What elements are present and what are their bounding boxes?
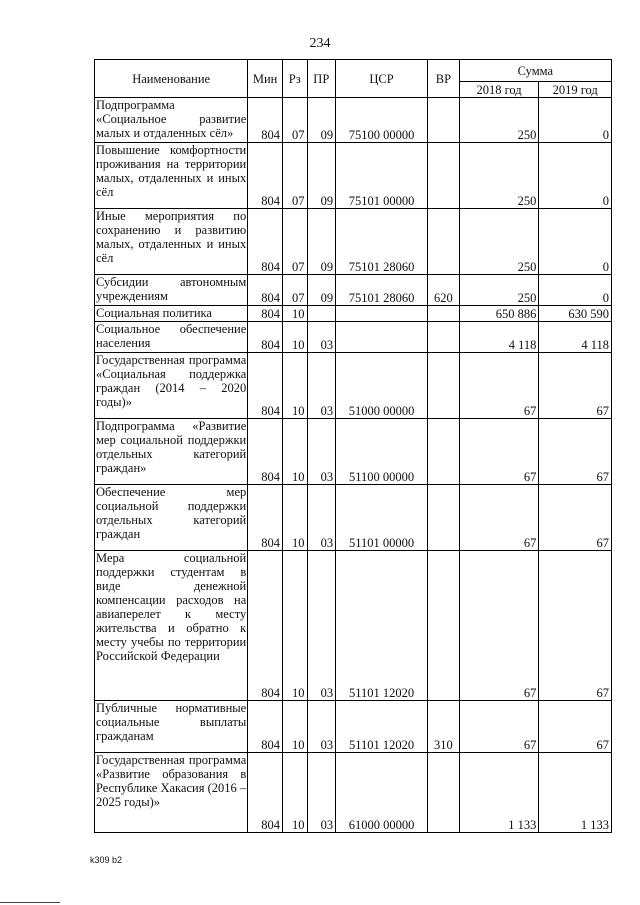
row-vr	[428, 419, 460, 485]
row-vr	[428, 143, 460, 209]
row-min: 804	[248, 322, 283, 353]
row-vr	[428, 753, 460, 833]
budget-table	[94, 59, 612, 833]
row-2019: 630 590	[539, 306, 612, 322]
row-pr: 09	[307, 143, 336, 209]
table-row	[95, 209, 612, 275]
row-pr: 03	[307, 353, 336, 419]
row-pr: 09	[307, 98, 336, 143]
row-2018: 1 133	[459, 753, 539, 833]
row-rz: 10	[282, 753, 307, 833]
row-csr: 61000 00000	[336, 753, 428, 833]
row-min: 804	[248, 753, 283, 833]
table-row	[95, 701, 612, 753]
row-2018: 67	[459, 353, 539, 419]
header-csr: ЦСР	[336, 60, 428, 98]
table-row	[95, 98, 612, 143]
row-2019: 67	[539, 485, 612, 551]
row-2018: 4 118	[459, 322, 539, 353]
row-pr: 03	[307, 322, 336, 353]
row-rz: 07	[282, 98, 307, 143]
row-2019: 67	[539, 701, 612, 753]
row-2018: 67	[459, 551, 539, 701]
row-2019: 4 118	[539, 322, 612, 353]
row-csr: 75101 28060	[336, 209, 428, 275]
row-pr	[307, 306, 336, 322]
row-min: 804	[248, 551, 283, 701]
row-csr: 51000 00000	[336, 353, 428, 419]
row-pr: 09	[307, 209, 336, 275]
row-name: Подпрограмма «Социальное развитие малых и отдаленных сёл»	[95, 98, 248, 143]
row-vr	[428, 551, 460, 701]
table-row	[95, 306, 612, 322]
row-2019: 67	[539, 551, 612, 701]
row-csr: 51100 00000	[336, 419, 428, 485]
row-min: 804	[248, 143, 283, 209]
row-min: 804	[248, 209, 283, 275]
row-2018: 67	[459, 701, 539, 753]
row-pr: 03	[307, 551, 336, 701]
row-2019: 1 133	[539, 753, 612, 833]
row-csr: 75101 28060	[336, 275, 428, 306]
row-csr: 51101 12020	[336, 551, 428, 701]
row-name: Государственная программа «Развитие образования в Республике Хакасия (2016 – 2025 годы)»	[95, 753, 248, 833]
row-min: 804	[248, 275, 283, 306]
row-min: 804	[248, 485, 283, 551]
row-2019: 67	[539, 353, 612, 419]
row-vr	[428, 322, 460, 353]
row-csr: 51101 12020	[336, 701, 428, 753]
page-number: 234	[309, 36, 331, 51]
table-row	[95, 143, 612, 209]
row-rz: 10	[282, 701, 307, 753]
header-rz: Рз	[282, 60, 307, 98]
row-rz: 10	[282, 322, 307, 353]
table-row	[95, 419, 612, 485]
row-pr: 03	[307, 485, 336, 551]
row-2019: 0	[539, 143, 612, 209]
row-2019: 0	[539, 275, 612, 306]
row-2018: 250	[459, 275, 539, 306]
row-csr	[336, 306, 428, 322]
row-csr	[336, 322, 428, 353]
row-vr	[428, 485, 460, 551]
header-vr: ВР	[428, 60, 460, 98]
row-name: Обеспечение мер социальной поддержки отдельных категорий граждан	[95, 485, 248, 551]
row-rz: 07	[282, 143, 307, 209]
row-2018: 650 886	[459, 306, 539, 322]
row-name: Публичные нормативные социальные выплаты гражданам	[95, 701, 248, 753]
header-min: Мин	[248, 60, 283, 98]
row-rz: 10	[282, 551, 307, 701]
row-2018: 250	[459, 98, 539, 143]
row-min: 804	[248, 98, 283, 143]
header-2019: 2019 год	[539, 82, 612, 98]
row-rz: 10	[282, 306, 307, 322]
row-2019: 0	[539, 209, 612, 275]
table-row	[95, 551, 612, 701]
row-csr: 51101 00000	[336, 485, 428, 551]
row-vr: 620	[428, 275, 460, 306]
table-row	[95, 275, 612, 306]
row-csr: 75101 00000	[336, 143, 428, 209]
row-name: Социальное обеспечение населения	[95, 322, 248, 353]
header-2018: 2018 год	[459, 82, 539, 98]
row-pr: 03	[307, 419, 336, 485]
row-pr: 09	[307, 275, 336, 306]
row-2019: 67	[539, 419, 612, 485]
row-min: 804	[248, 353, 283, 419]
row-rz: 07	[282, 275, 307, 306]
row-name: Иные мероприятия по сохранению и развитию малых, отдаленных и иных сёл	[95, 209, 248, 275]
row-vr	[428, 306, 460, 322]
table-row	[95, 322, 612, 353]
footer-code: k309 b2	[90, 855, 123, 865]
row-name: Мера социальной поддержки студентам в виде денежной компенсации расходов на авиаперелет к месту жительства и обратно к месту учебы по территории Российской Федерации	[95, 551, 248, 701]
row-name: Социальная политика	[95, 306, 248, 322]
row-name: Повышение комфортности проживания на территории малых, отдаленных и иных сёл	[95, 143, 248, 209]
row-rz: 10	[282, 485, 307, 551]
header-sum: Сумма	[459, 60, 611, 82]
row-min: 804	[248, 419, 283, 485]
row-2018: 67	[459, 485, 539, 551]
row-min: 804	[248, 701, 283, 753]
header-pr: ПР	[307, 60, 336, 98]
row-vr	[428, 209, 460, 275]
row-name: Подпрограмма «Развитие мер социальной поддержки отдельных категорий граждан»	[95, 419, 248, 485]
row-pr: 03	[307, 701, 336, 753]
row-2018: 67	[459, 419, 539, 485]
row-2018: 250	[459, 209, 539, 275]
row-2019: 0	[539, 98, 612, 143]
header-name: Наименование	[95, 60, 248, 98]
row-rz: 07	[282, 209, 307, 275]
row-vr	[428, 353, 460, 419]
row-vr	[428, 98, 460, 143]
row-rz: 10	[282, 353, 307, 419]
row-pr: 03	[307, 753, 336, 833]
row-csr: 75100 00000	[336, 98, 428, 143]
row-2018: 250	[459, 143, 539, 209]
table-row	[95, 485, 612, 551]
footer-divider	[0, 902, 60, 903]
row-name: Субсидии автономным учреждениям	[95, 275, 248, 306]
row-min: 804	[248, 306, 283, 322]
table-body	[95, 98, 612, 833]
row-rz: 10	[282, 419, 307, 485]
table-row	[95, 753, 612, 833]
table-row	[95, 353, 612, 419]
row-name: Государственная программа «Социальная поддержка граждан (2014 – 2020 годы)»	[95, 353, 248, 419]
row-vr: 310	[428, 701, 460, 753]
